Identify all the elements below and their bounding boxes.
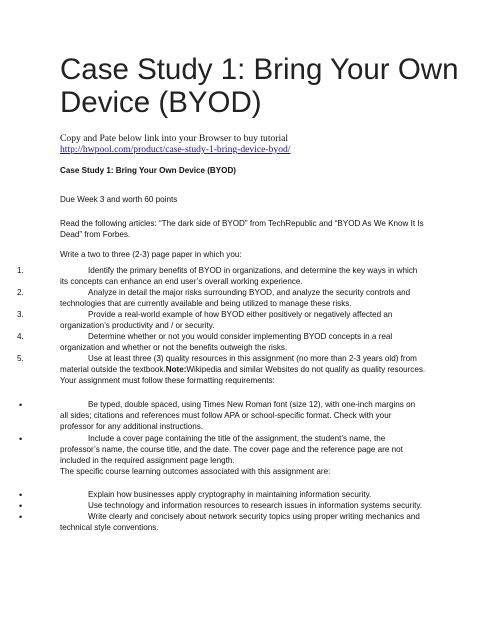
title-line-1: Case Study 1: Bring Your Own	[60, 53, 459, 86]
read-line-1: Read the following articles: “The dark side of BYOD” from TechRepublic and “BYOD As We Know It Is	[60, 219, 424, 228]
copy-note: Copy and Pate below link into your Browser to buy tutorial	[60, 133, 289, 144]
bullet-icon: •	[19, 434, 23, 444]
item-text: Analyze in detail the major risks surrounding BYOD, and analyze the security controls and	[88, 288, 411, 297]
write-intro: Write a two to three (2-3) page paper in which you:	[60, 250, 242, 259]
due-line: Due Week 3 and worth 60 points	[60, 195, 178, 204]
item-text-part: Wikipedia and similar Websites do not qualify as quality resources.	[186, 365, 426, 374]
bullet-text-cont: included in the required assignment page length.	[60, 456, 235, 465]
bullet-icon: •	[19, 490, 23, 500]
item-number: 5.	[17, 354, 24, 363]
bullet-icon: •	[19, 400, 23, 410]
title-line-2: Device (BYOD)	[60, 86, 262, 119]
bullet-icon: •	[19, 501, 23, 511]
item-text-cont: technologies that are currently available and being utilized to manage these risks.	[60, 299, 352, 308]
bullet-text: Explain how businesses apply cryptography in maintaining information security.	[88, 490, 372, 499]
item-number: 3.	[17, 310, 24, 319]
bullet-text: Write clearly and concisely about network security topics using proper writing mechanics and	[88, 512, 420, 521]
item-text-cont: organization and whether or not the benefits outweigh the risks.	[60, 343, 288, 352]
note-label: Note:	[165, 365, 187, 374]
bullet-text: Use technology and information resources to research issues in information systems security.	[88, 501, 423, 510]
item-text: Provide a real-world example of how BYOD either positively or negatively affected an	[88, 310, 393, 319]
read-line-2: Dead” from Forbes.	[60, 230, 131, 239]
tutorial-link[interactable]: http://hwpool.com/product/case-study-1-bring-device-byod/	[60, 144, 291, 155]
item-text: Identify the primary benefits of BYOD in organizations, and determine the key ways in which	[88, 266, 418, 275]
bullet-text: Be typed, double spaced, using Times New Roman font (size 12), with one-inch margins on	[88, 400, 416, 409]
item-text: Determine whether or not you would consider implementing BYOD concepts in a real	[88, 332, 393, 341]
format-intro: Your assignment must follow these formatting requirements:	[60, 376, 275, 385]
item-number: 4.	[17, 332, 24, 341]
bullet-text-cont: all sides; citations and references must follow APA or school-specific format. Check with your	[60, 411, 392, 420]
bullet-text-cont: professor’s name, the course title, and the date. The cover page and the reference page are not	[60, 445, 403, 454]
read-instructions	[60, 218, 450, 240]
bullet-icon: •	[19, 512, 23, 522]
document-title	[60, 53, 460, 119]
case-study-subtitle: Case Study 1: Bring Your Own Device (BYOD)	[60, 166, 236, 175]
item-number: 1.	[17, 266, 24, 275]
item-number: 2.	[17, 288, 24, 297]
bullet-text: Include a cover page containing the title of the assignment, the student’s name, the	[88, 434, 386, 443]
item-text-cont: its concepts can enhance an end user’s overall working experience.	[60, 277, 303, 286]
bullet-text-cont: technical style conventions.	[60, 523, 159, 532]
bullet-text-cont: professor for any additional instructions.	[60, 422, 204, 431]
item-text: Use at least three (3) quality resources in this assignment (no more than 2-3 years old) from	[88, 354, 417, 363]
outcomes-intro: The specific course learning outcomes associated with this assignment are:	[60, 467, 331, 476]
item-text-cont	[60, 365, 470, 376]
item-text-part: material outside the textbook.	[60, 365, 166, 374]
item-text-cont: organization’s productivity and / or security.	[60, 321, 215, 330]
